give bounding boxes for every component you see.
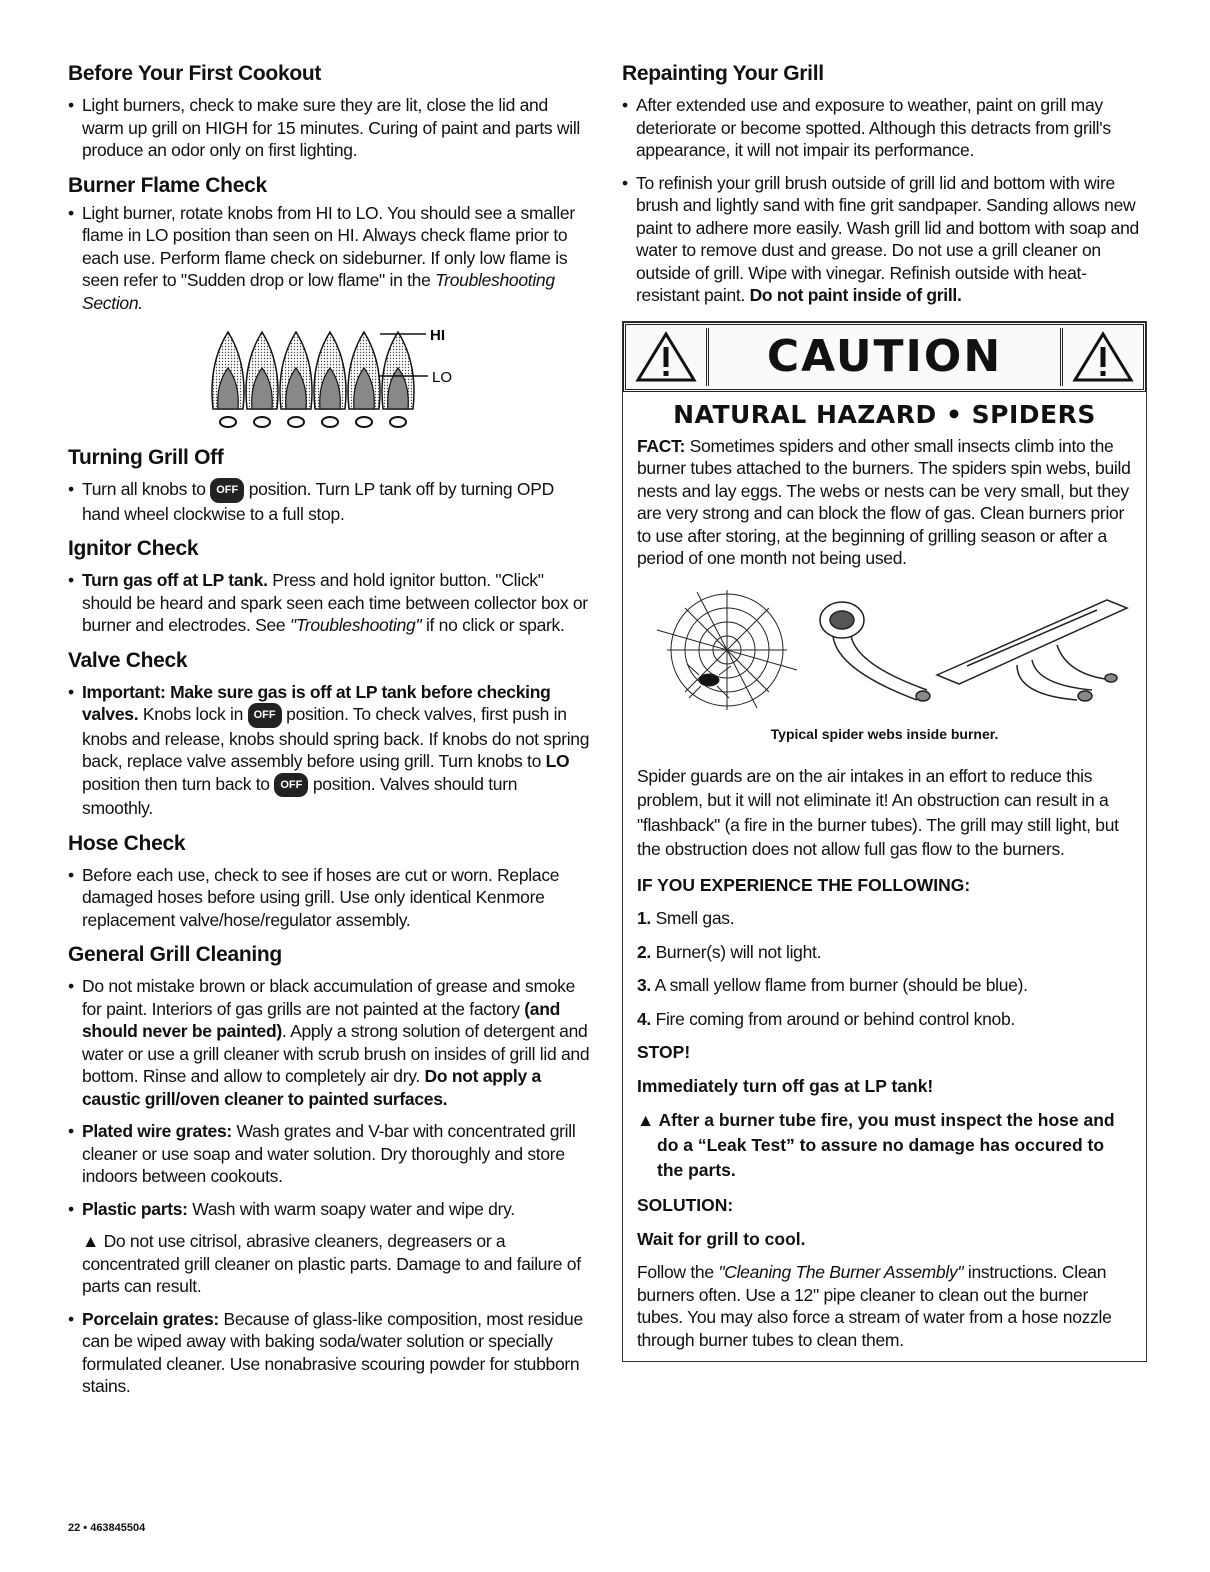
- section-first-cookout: [68, 62, 590, 162]
- warning-triangle-icon: ▲: [82, 1231, 104, 1251]
- heading-valve: Valve Check: [68, 648, 188, 672]
- ignitor-text: • Turn gas off at LP tank. Press and hold ignitor button. "Click" should be heard and spark seen each time between collector box or burner and electrodes. See "Troubleshooting" if no click or spark.: [68, 569, 590, 637]
- repaint-text-1: • After extended use and exposure to weather, paint on grill may deteriorate or become spotted. Although this detracts from grill's appearance, it will not impair its performance.: [622, 94, 1147, 162]
- spider-guards-text: Spider guards are on the air intakes in an effort to reduce this problem, but it will not eliminate it! An obstruction can result in a "flashback" (a fire in the burner tubes). The grill may still light, but the obstruction does not allow full gas flow to the burners.: [637, 765, 1119, 859]
- heading-burner-flame: Burner Flame Check: [68, 173, 267, 197]
- symptom-item: 3. A small yellow flame from burner (should be blue).: [637, 975, 1028, 995]
- symptom-item: 2. Burner(s) will not light.: [637, 941, 822, 962]
- burner-port-shape: [322, 417, 338, 427]
- right-column: [622, 62, 1147, 1362]
- burner-port-shape: [390, 417, 406, 427]
- burner-flame-figure: [68, 324, 590, 436]
- caution-content: [623, 435, 1146, 1352]
- repaint-text-2: • To refinish your grill brush outside of grill lid and bottom with wire brush and lightly sand with fine grit sandpaper. Sanding allows new paint to adhere more easily. Wash grill lid and bottom with soap and water to remove dust and grease. Do not use a grill cleaner on outside of grill. Wipe with vinegar. Refinish outside with heat-resistant paint. Do not paint inside of grill.: [622, 172, 1147, 307]
- section-ignitor: [68, 537, 590, 637]
- spider-web-illustration: [637, 580, 1132, 722]
- wait-text: Wait for grill to cool.: [637, 1228, 806, 1249]
- caution-box: [622, 321, 1147, 1363]
- heading-ignitor: Ignitor Check: [68, 537, 199, 560]
- off-symbol-icon: OFF: [248, 703, 282, 728]
- cleaning-plastic-text: • Plastic parts: Wash with warm soapy water and wipe dry.: [68, 1198, 590, 1221]
- follow-instructions-text: Follow the "Cleaning The Burner Assembly" instructions. Clean burners often. Use a 12" pipe cleaner to clean out the burner tubes. You may also force a stream of water from a hose nozzle through burner tubes to clean them.: [637, 1262, 1112, 1350]
- warning-triangle-icon: [626, 328, 706, 386]
- section-hose: [68, 832, 590, 932]
- heading-hose: Hose Check: [68, 831, 186, 855]
- off-symbol-icon: OFF: [210, 478, 244, 503]
- spider-web-icon: [657, 590, 797, 710]
- solution-heading: SOLUTION:: [637, 1195, 734, 1215]
- spider-web-figure: [637, 580, 1132, 722]
- heading-grill-off: Turning Grill Off: [68, 446, 224, 469]
- warning-triangle-icon: ▲: [637, 1110, 659, 1130]
- burner-tube-icon: [820, 602, 930, 701]
- hose-text: • Before each use, check to see if hoses are cut or worn. Replace damaged hoses before using grill. Use only identical Kenmore replacement valve/hose/regulator assembly.: [68, 864, 590, 932]
- cleaning-plated-grates-text: • Plated wire grates: Wash grates and V-bar with concentrated grill cleaner or use soap and water solution. Dry thoroughly and store indoors between cookouts.: [68, 1120, 590, 1188]
- page-footer: 22 • 463845504: [68, 1522, 146, 1534]
- stop-text: STOP!: [637, 1042, 691, 1062]
- section-grill-off: [68, 446, 590, 525]
- symptom-list: [637, 907, 1132, 1030]
- caution-banner: [623, 322, 1146, 392]
- turn-off-text: Immediately turn off gas at LP tank!: [637, 1075, 934, 1096]
- burner-port-shape: [288, 417, 304, 427]
- burner-port-shape: [254, 417, 270, 427]
- flame-illustration: [68, 324, 488, 436]
- lo-label: LO: [432, 369, 453, 386]
- section-repaint: [622, 62, 1147, 307]
- symptom-item: 1. Smell gas.: [637, 908, 735, 928]
- hi-label: HI: [430, 327, 445, 344]
- burner-port-shape: [356, 417, 372, 427]
- valve-text: • Important: Make sure gas is off at LP tank before checking valves. Knobs lock in OFF position. To check valves, first push in knobs and release, knobs should spring back. If knobs do not spring back, replace valve assembly before using grill. Turn knobs to LO position then turn back to OFF position. Valves should turn smoothly.: [68, 681, 590, 820]
- warning-triangle-icon: [1063, 328, 1143, 386]
- grill-off-text: • Turn all knobs to OFF position. Turn LP tank off by turning OPD hand wheel clockwise to a full stop.: [68, 478, 590, 525]
- symptom-item: 4. Fire coming from around or behind control knob.: [637, 1008, 1015, 1029]
- tube-fire-warning: ▲ After a burner tube fire, you must inspect the hose and do a “Leak Test” to assure no damage has occured to the parts.: [637, 1110, 1115, 1180]
- burner-flame-text: • Light burner, rotate knobs from HI to LO. You should see a smaller flame in LO position than seen on HI. Always check flame prior to each use. Perform flame check on sideburner. If only low flame is seen refer to "Sudden drop or low flame" in the Troubleshooting Section.: [68, 202, 590, 315]
- hazard-title: NATURAL HAZARD • SPIDERS: [673, 399, 1096, 429]
- section-valve: [68, 649, 590, 820]
- experience-heading: IF YOU EXPERIENCE THE FOLLOWING:: [637, 874, 971, 895]
- cleaning-porcelain-text: • Porcelain grates: Because of glass-like composition, most residue can be wiped away with baking soda/water solution or specially formulated cleaner. Use nonabrasive scouring powder for stubborn stains.: [68, 1308, 590, 1398]
- off-symbol-icon: OFF: [274, 773, 308, 798]
- section-cleaning: [68, 943, 590, 1398]
- heading-repaint: Repainting Your Grill: [622, 62, 824, 85]
- heading-cleaning: General Grill Cleaning: [68, 943, 282, 966]
- spider-figure-caption: Typical spider webs inside burner.: [770, 725, 999, 742]
- burner-bar-icon: [937, 600, 1127, 701]
- section-burner-flame: [68, 174, 590, 437]
- caution-word: CAUTION: [706, 328, 1063, 386]
- first-cookout-text: • Light burners, check to make sure they are lit, close the lid and warm up grill on HIGH for 15 minutes. Curing of paint and parts will produce an odor only on first lighting.: [68, 94, 590, 162]
- cleaning-plastic-warning: ▲ Do not use citrisol, abrasive cleaners, degreasers or a concentrated grill cleaner on plastic parts. Damage to and failure of parts can result.: [82, 1231, 581, 1296]
- left-column: [68, 62, 590, 1410]
- fact-text: FACT: Sometimes spiders and other small insects climb into the burner tubes attached to the burners. The spiders spin webs, build nests and lay eggs. The webs or nests can be very small, but they are very strong and can block the flow of gas. Clean burners prior to use after storing, at the beginning of grilling season or after a period of one month not being used.: [637, 435, 1131, 568]
- burner-port-shape: [220, 417, 236, 427]
- cleaning-paint-text: • Do not mistake brown or black accumulation of grease and smoke for paint. Interiors of gas grills are not painted at the factory (and should never be painted). Apply a strong solution of detergent and water or use a grill cleaner with scrub brush on insides of grill lid and bottom. Rinse and allow to completely air dry. Do not apply a caustic grill/oven cleaner to painted surfaces.: [68, 975, 590, 1110]
- heading-first-cookout: Before Your First Cookout: [68, 62, 322, 85]
